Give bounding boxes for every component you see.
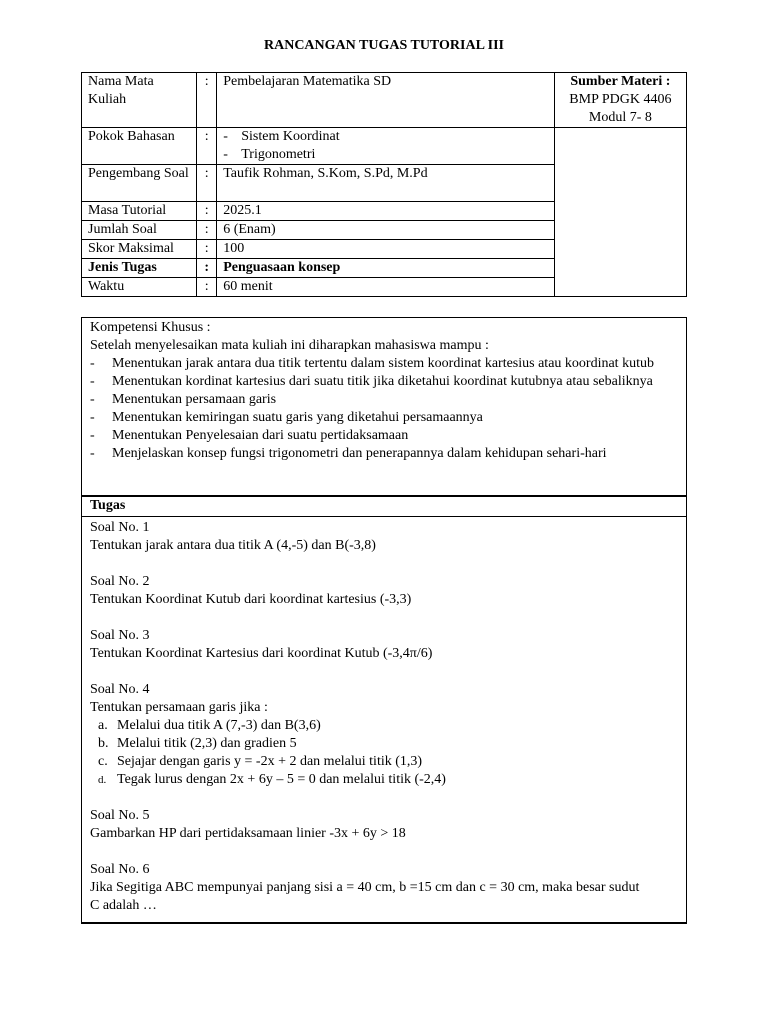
topic-item: - Sistem Koordinat <box>223 129 340 144</box>
soal-5 <box>90 807 678 843</box>
soal-text: Tentukan Koordinat Kutub dari koordinat kartesius (-3,3) <box>90 592 412 607</box>
sumber-materi-line1: BMP PDGK 4406 <box>569 92 672 107</box>
row-nama-mata-kuliah <box>82 73 687 128</box>
value-masa-tutorial: 2025.1 <box>217 202 555 221</box>
soal-title: Soal No. 4 <box>90 682 150 697</box>
list-item: - Menentukan persamaan garis <box>90 392 277 407</box>
topic-item: - Trigonometri <box>223 147 316 162</box>
label-jenis-tugas: Jenis Tugas <box>82 259 197 278</box>
value-pokok-bahasan <box>217 128 555 165</box>
value-nama-mata-kuliah: Pembelajaran Matematika SD <box>217 73 555 128</box>
soal-title: Soal No. 6 <box>90 862 150 877</box>
colon: : <box>197 259 217 278</box>
colon: : <box>197 221 217 240</box>
row-pokok-bahasan <box>82 128 687 165</box>
list-item: - Menentukan kemiringan suatu garis yang diketahui persamaannya <box>90 410 483 425</box>
soal-3 <box>90 627 678 663</box>
colon: : <box>197 128 217 165</box>
document-title: RANCANGAN TUGAS TUTORIAL III <box>263 38 504 53</box>
soal-1 <box>90 519 678 555</box>
soal-6 <box>90 861 678 915</box>
label-pengembang-soal: Pengembang Soal <box>82 165 197 202</box>
list-item: d. Tegak lurus dengan 2x + 6y – 5 = 0 dan melalui titik (-2,4) <box>98 772 446 787</box>
label-masa-tutorial: Masa Tutorial <box>82 202 197 221</box>
label-waktu: Waktu <box>82 278 197 297</box>
soal-text: Tentukan jarak antara dua titik A (4,-5) dan B(-3,8) <box>90 538 376 553</box>
colon: : <box>197 73 217 128</box>
label-jumlah-soal: Jumlah Soal <box>82 221 197 240</box>
list-item: b. Melalui titik (2,3) dan gradien 5 <box>98 736 297 751</box>
value-waktu: 60 menit <box>217 278 555 297</box>
soal-4 <box>90 681 678 789</box>
soal-text: Jika Segitiga ABC mempunyai panjang sisi a = 40 cm, b =15 cm dan c = 30 cm, maka besar sudut C adalah … <box>90 880 640 913</box>
soal-2 <box>90 573 678 609</box>
soal-title: Soal No. 2 <box>90 574 150 589</box>
value-skor-maksimal: 100 <box>217 240 555 259</box>
sumber-materi-empty <box>554 128 686 297</box>
label-skor-maksimal: Skor Maksimal <box>82 240 197 259</box>
sumber-materi-label: Sumber Materi : <box>570 74 671 89</box>
sumber-materi-line2: Modul 7- 8 <box>588 110 652 125</box>
list-item: - Menentukan Penyelesaian dari suatu pertidaksamaan <box>90 428 409 443</box>
label-nama-mata-kuliah: Nama Mata Kuliah <box>82 73 197 128</box>
list-item: - Menjelaskan konsep fungsi trigonometri dan penerapannya dalam kehidupan sehari-hari <box>90 446 607 461</box>
value-pengembang-soal: Taufik Rohman, S.Kom, S.Pd, M.Pd <box>217 165 555 202</box>
list-item: c. Sejajar dengan garis y = -2x + 2 dan melalui titik (1,3) <box>98 754 423 769</box>
tugas-box <box>81 495 687 924</box>
kompetensi-box <box>81 317 687 497</box>
colon: : <box>197 240 217 259</box>
soal-title: Soal No. 1 <box>90 520 150 535</box>
kompetensi-heading: Kompetensi Khusus : <box>90 320 211 335</box>
soal-text: Tentukan persamaan garis jika : <box>90 700 268 715</box>
list-item: - Menentukan jarak antara dua titik tertentu dalam sistem koordinat kartesius atau koordinat kutub <box>90 356 654 371</box>
list-item: - Menentukan kordinat kartesius dari suatu titik jika diketahui koordinat kutubnya atau sebaliknya <box>90 374 653 389</box>
kompetensi-intro: Setelah menyelesaikan mata kuliah ini diharapkan mahasiswa mampu : <box>90 338 489 353</box>
value-jumlah-soal: 6 (Enam) <box>217 221 555 240</box>
soal-title: Soal No. 5 <box>90 808 150 823</box>
colon: : <box>197 278 217 297</box>
soal-title: Soal No. 3 <box>90 628 150 643</box>
colon: : <box>197 202 217 221</box>
value-jenis-tugas: Penguasaan konsep <box>217 259 555 278</box>
tugas-heading: Tugas <box>82 496 686 517</box>
list-item: a. Melalui dua titik A (7,-3) dan B(3,6) <box>98 718 321 733</box>
course-info-table <box>81 72 687 297</box>
colon: : <box>197 165 217 202</box>
sumber-materi-cell <box>554 73 686 128</box>
kompetensi-list <box>90 355 678 463</box>
label-pokok-bahasan: Pokok Bahasan <box>82 128 197 165</box>
soal-text: Gambarkan HP dari pertidaksamaan linier -3x + 6y > 18 <box>90 826 406 841</box>
soal-4-options <box>90 717 678 789</box>
soal-text: Tentukan Koordinat Kartesius dari koordinat Kutub (-3,4π/6) <box>90 646 433 661</box>
